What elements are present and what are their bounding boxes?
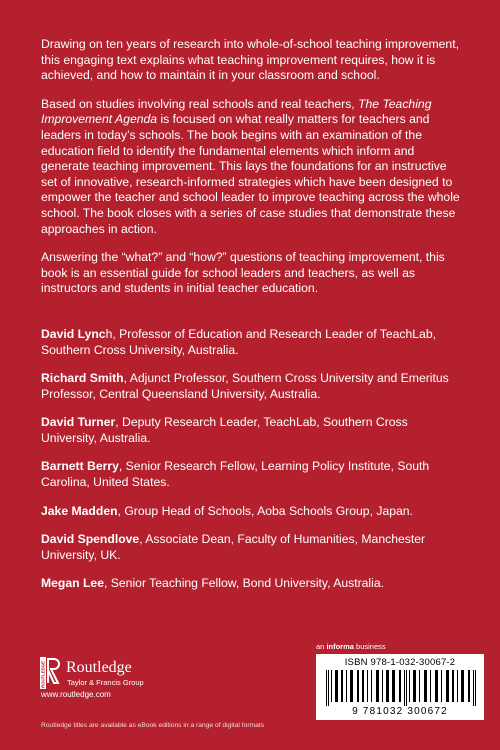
barcode-bar — [357, 670, 359, 702]
barcode-bar — [441, 670, 442, 702]
barcode-bar — [367, 670, 368, 702]
publisher-url[interactable]: www.routledge.com — [41, 690, 111, 699]
blurb-paragraph-2 — [41, 97, 463, 237]
barcode-digits: 9 781032 300672 — [352, 706, 448, 717]
logo-vertical-text: ROUTLEDGE — [40, 661, 46, 688]
barcode-bar — [475, 670, 476, 706]
barcode-bar — [335, 670, 338, 702]
barcode-bar — [404, 670, 405, 706]
contributor-bio — [41, 459, 463, 490]
contributor-bio — [41, 532, 463, 563]
barcode-bar — [341, 670, 343, 702]
barcode-bar — [346, 670, 347, 702]
contributor-bio — [41, 327, 463, 358]
contributor-role: , Group Head of Schools, Aoba Schools Group, Japan. — [117, 503, 413, 518]
contributor-name: David Turner — [41, 415, 116, 430]
barcode-bar — [419, 670, 420, 702]
informa-business-tag — [316, 642, 386, 651]
contributor-bio — [41, 504, 463, 520]
blurb-paragraph-1: Drawing on ten years of research into whole-of-school teaching improvement, this engaging text explains what teaching improvement requires, how it is achieved, and how to maintain it in your classroom and school. — [41, 37, 459, 83]
barcode-bars — [324, 670, 476, 706]
informa-suffix: business — [353, 642, 386, 651]
barcode-bar — [399, 670, 401, 702]
contributor-bio — [41, 415, 463, 446]
barcode-bar — [473, 670, 474, 706]
barcode-bar — [452, 670, 454, 702]
contributor-bio — [41, 371, 463, 402]
routledge-logo-icon — [40, 657, 62, 689]
barcode-bar — [326, 670, 327, 706]
barcode-bar — [446, 670, 449, 702]
barcode-bar — [382, 670, 383, 702]
contributor-role: , Adjunct Professor, Southern Cross University and Emeritus Professor, Central Queensland University, Australia. — [41, 371, 449, 401]
barcode-bar — [376, 670, 379, 702]
barcode-bar — [362, 670, 364, 702]
barcode-bar — [457, 670, 458, 702]
book-title: The Teaching Improvement Agenda — [41, 96, 432, 127]
isbn-label: ISBN 978-1-032-30067-2 — [344, 657, 456, 668]
barcode-bar — [461, 670, 464, 702]
contributor-list — [41, 327, 463, 592]
publisher-name: Routledge — [66, 659, 132, 676]
routledge-logo — [40, 657, 200, 689]
barcode-bar — [331, 670, 332, 702]
contributor-name: Megan Lee — [41, 576, 104, 591]
barcode-bar — [424, 670, 427, 702]
contributor-role: , Senior Teaching Fellow, Bond University, Australia. — [104, 576, 384, 591]
contributor-role: , Professor of Education and Research Leader of TeachLab, Southern Cross University, Australia. — [41, 326, 436, 357]
barcode-bar — [386, 670, 389, 702]
contributor-name: David Spendlove — [41, 532, 140, 547]
informa-prefix: an — [316, 642, 327, 651]
barcode-bar — [413, 670, 416, 702]
contributor-name: Barnett Berry — [41, 459, 119, 474]
barcode-bar — [350, 670, 353, 702]
contributor-name-tail: h — [105, 326, 113, 341]
barcode-bar — [328, 670, 329, 706]
publisher-group: Taylor & Francis Group — [67, 678, 144, 687]
barcode-bar — [435, 670, 438, 702]
barcode-bar — [406, 670, 407, 706]
cover-text — [41, 37, 463, 605]
contributor-role: , Senior Research Fellow, Learning Policy Institute, South Carolina, United States. — [41, 459, 430, 490]
contributor-role: , Deputy Research Leader, TeachLab, Southern Cross University, Australia. — [41, 415, 408, 445]
informa-brand: informa — [326, 642, 354, 651]
barcode-bar — [371, 670, 372, 702]
barcode-bar — [430, 670, 431, 702]
barcode-bar — [409, 670, 410, 702]
contributor-name: David Lync — [41, 326, 106, 341]
blurb-paragraph-3: Answering the “what?” and “how?” questions of teaching improvement, this book is an essential guide for school leaders and teachers, as well as instructors and students in initial teacher education. — [41, 250, 445, 296]
blurb-p2-start: Based on studies involving real schools and real teachers, — [41, 96, 359, 111]
barcode-bar — [468, 670, 470, 702]
ebook-note: Routledge titles are available as eBook editions in a range of digital formats — [41, 722, 265, 729]
contributor-name: Jake Madden — [41, 503, 118, 518]
contributor-role: , Associate Dean, Faculty of Humanities, Manchester University, UK. — [41, 532, 426, 562]
contributor-bio — [41, 576, 463, 592]
blurb-p2-rest: is focused on what really matters for teachers and leaders in today’s schools. The book begins with an examination of the education field to identify the fundamental elements which inform and generate teaching improvement. This lays the foundations for an instructive set of innovative, research-informed strategies which have been designed to empower the teacher and school leader to improve teaching across the whole school. The book closes with a series of case studies that demonstrate these approaches in action. — [41, 112, 460, 236]
contributor-name: Richard Smith — [41, 371, 124, 386]
barcode-bar — [392, 670, 395, 702]
isbn-barcode — [316, 654, 484, 720]
